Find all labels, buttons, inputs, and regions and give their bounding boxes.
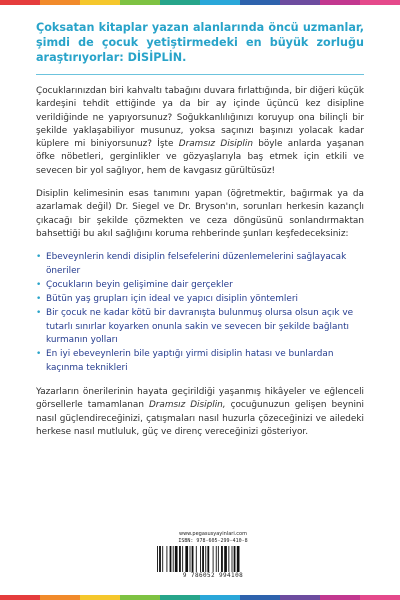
barcode-bar [182, 546, 183, 572]
intro-text-1: Çocuklarınızdan biri kahvaltı tabağını duvara fırlattığında, bir diğeri küçük kardeşini tehdit ettiğinde ya da bir ay içinde üçüncü kez disipline verildiğinde ne yapıyorsunuz? Soğukkanlılığınızı koruyup ona bilinçli bir şekilde yaklaşabiliyor musunuz, yoksa saçınızı başınızı yolacak kadar küplere mi biniyorsunuz? İşte [36, 86, 364, 150]
headline-accent: DİSİPLİN. [127, 51, 187, 64]
barcode-bar [173, 546, 174, 572]
list-item: • Çocukların beyin gelişimine dair gerçekler [36, 279, 364, 292]
list-item: • Bütün yaş grupları için ideal ve yapıcı disiplin yöntemleri [36, 293, 364, 306]
barcode-bar [170, 546, 172, 572]
list-item: • En iyi ebeveynlerin bile yaptığı yirmi disiplin hatası ve bunlardan kaçınma teknikleri [36, 348, 364, 375]
barcode-bar [218, 546, 219, 572]
stripe-segment [120, 595, 160, 600]
barcode-bar [234, 546, 236, 572]
intro-paragraph [36, 85, 364, 178]
barcode-bar [185, 546, 188, 572]
stripe-segment [360, 595, 400, 600]
barcode-bar [213, 546, 214, 572]
barcode-bar [159, 546, 161, 572]
intro-text-2: böyle anlarda yaşanan öfke nöbetleri, gerginlikler ve gözyaşlarıyla baş etmek için etkili ve sevecen bir yol sağlıyor, hem de kavgasız gürültüsüz! [36, 139, 365, 176]
isbn-text: ISBN: 978-605-299-410-8 [178, 538, 248, 544]
back-cover-content [36, 20, 364, 449]
stripe-segment [0, 0, 40, 5]
discover-list [36, 251, 364, 375]
headline-text: Çoksatan kitaplar yazan alanlarında öncü uzmanlar, şimdi de çocuk yetiştirmedeki en büyük zorluğu araştırıyorlar: [36, 21, 364, 64]
barcode-bar [228, 546, 229, 572]
barcode-bar [157, 546, 158, 572]
stripe-segment [0, 595, 40, 600]
stripe-segment [40, 0, 80, 5]
barcode-bar [179, 546, 181, 572]
barcode-bar [216, 546, 217, 572]
book-title-italic: Dramsız Disiplin [178, 139, 253, 150]
stripe-segment [200, 595, 240, 600]
stripe-segment [320, 0, 360, 5]
barcode-bar [200, 546, 201, 572]
barcode-bar [192, 546, 194, 572]
list-item: • Bir çocuk ne kadar kötü bir davranışta bulunmuş olursa olsun açık ve tutarlı sınırlar koyarken onunla sakin ve sevecen bir şekilde bağlantı kurmanın yolları [36, 307, 364, 347]
barcode-bar [190, 546, 191, 572]
stripe-segment [120, 0, 160, 5]
list-item: • Ebeveynlerin kendi disiplin felsefelerini düzenlemelerini sağlayacak öneriler [36, 251, 364, 278]
barcode-block [155, 531, 271, 579]
barcode-number: 9 786052 994108 [182, 572, 244, 579]
stripe-segment [40, 595, 80, 600]
closing-text-2: çocuğunuzun gelişen beynini nasıl güçlendireceğinizi, çatışmaları nasıl huzurla çözeceğinizi ve ailedeki herkese nasıl mutluluk, güç ve direnç vereceğinizi gösteriyor. [36, 400, 365, 437]
stripe-segment [200, 0, 240, 5]
bottom-color-stripe [0, 595, 400, 600]
barcode-bar [237, 546, 240, 572]
barcode-bar [166, 546, 167, 572]
barcode-bar [207, 546, 209, 572]
barcode-bar [224, 546, 227, 572]
barcode-bar [196, 546, 197, 572]
book-title-italic: Dramsız Disiplin, [148, 400, 226, 411]
headline [36, 20, 364, 65]
closing-paragraph [36, 386, 364, 439]
stripe-segment [360, 0, 400, 5]
top-color-stripe [0, 0, 400, 5]
publisher-url: www.pegasusyayinlari.com [179, 531, 247, 537]
stripe-segment [80, 0, 120, 5]
barcode-bar [162, 546, 163, 572]
stripe-segment [240, 0, 280, 5]
closing-text-1: Yazarların önerilerinin hayata geçirildiği yaşanmış hikâyeler ve eğlenceli görsellerle tamamlanan [36, 386, 364, 411]
barcode-bar [232, 546, 233, 572]
stripe-segment [240, 595, 280, 600]
barcode-bar [175, 546, 178, 572]
stripe-segment [160, 0, 200, 5]
stripe-segment [280, 0, 320, 5]
barcode-bar [202, 546, 204, 572]
stripe-segment [80, 595, 120, 600]
barcode-bar [221, 546, 223, 572]
barcode [155, 546, 271, 572]
divider [36, 74, 364, 75]
definition-paragraph: Disiplin kelimesinin esas tanımını yapan (öğretmektir, bağırmak ya da azarlamak değil) Dr. Siegel ve Dr. Bryson'ın, sorunları herkesin kazançlı çıkacağı bir şekilde çözmekten ve ceza döngüsünü sonlandırmaktan bahsettiği bu akıl sağlığını koruma rehberinde şunları keşfedeceksiniz: [36, 189, 364, 239]
stripe-segment [160, 595, 200, 600]
stripe-segment [320, 595, 360, 600]
stripe-segment [280, 595, 320, 600]
barcode-bar [205, 546, 206, 572]
